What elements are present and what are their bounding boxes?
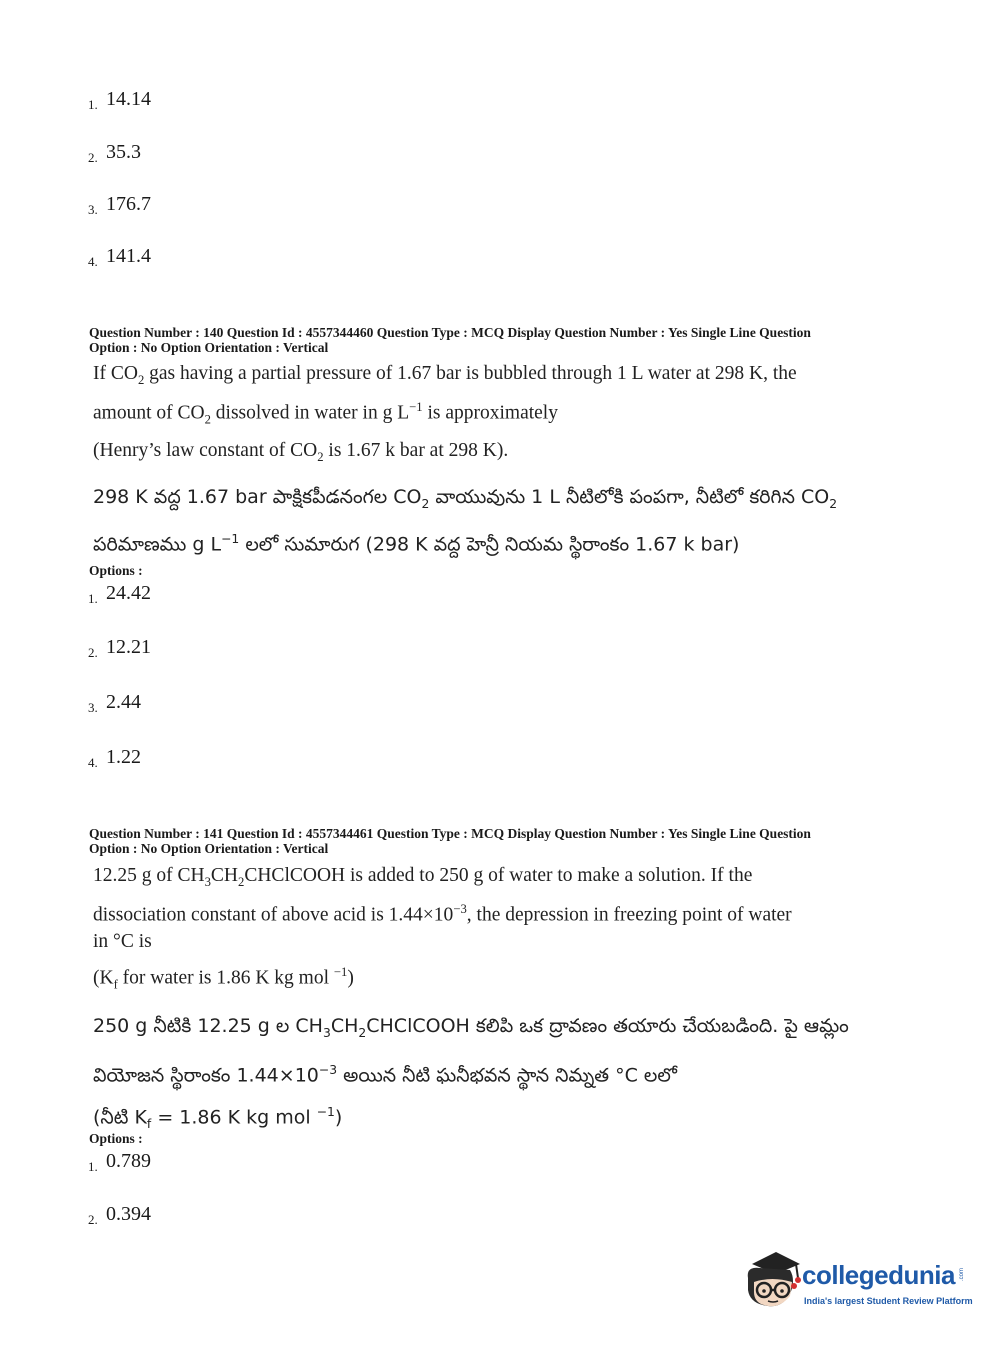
option-value: 0.789 <box>106 1150 151 1172</box>
q140-te-line2: పరిమాణము g $L^{-1}$ లలో సుమారుగ (298 K వద్ద హెన్రీ నియమ స్థిరాంకం 1.67 k bar) <box>93 531 740 556</box>
option-value: 0.394 <box>106 1203 151 1225</box>
q141-metadata <box>89 826 919 856</box>
option-number: 4. <box>88 254 98 269</box>
q141-option-1[interactable] <box>88 1150 151 1173</box>
q141-te-line2: వియోజన స్థిరాంకం $1.44\times 10^{-3}$ అయిన నీటి ఘనీభవన స్థాన నిమ్నత °C లలో <box>93 1062 677 1087</box>
q141-en-line1: 12.25 g of $CH_3CH_2CHClCOOH$ is added to 250 g of water to make a solution. If the <box>93 865 753 889</box>
option-number: 1. <box>88 97 98 112</box>
q141-english-text <box>93 862 893 999</box>
option-value: 35.3 <box>106 141 141 163</box>
q140-meta-line2: Option : No Option Orientation : Vertical <box>89 340 329 355</box>
q140-en-line2: amount of $CO_2$ dissolved in water in g $L^{-1}$ is approximately <box>93 399 558 427</box>
q141-en-line3: in °C is <box>93 931 152 953</box>
option-number: 1. <box>88 591 98 606</box>
q141-telugu-text <box>93 1008 893 1143</box>
q140-en-line3: (Henry’s law constant of $CO_2$ is 1.67 k bar at 298 K). <box>93 440 509 465</box>
logo-tagline: India's largest Student Review Platform <box>804 1296 973 1306</box>
option-number: 2. <box>88 645 98 660</box>
option-number: 4. <box>88 755 98 770</box>
prev-option-4 <box>88 245 151 268</box>
q140-option-1[interactable] <box>88 582 151 605</box>
option-number: 2. <box>88 1212 98 1227</box>
q140-options-label: Options : <box>89 563 143 578</box>
option-number: 3. <box>88 700 98 715</box>
q140-option-4[interactable] <box>88 746 141 769</box>
q141-en-line2: dissociation constant of above acid is $1.44\times 10^{-3}$, the depression in freezing point of water <box>93 901 792 926</box>
q140-option-2[interactable] <box>88 636 151 659</box>
q141-option-2[interactable] <box>88 1203 151 1226</box>
collegedunia-logo[interactable] <box>742 1250 972 1312</box>
option-number: 2. <box>88 150 98 165</box>
option-value: 24.42 <box>106 582 151 604</box>
option-value: 14.14 <box>106 88 151 110</box>
q141-en-line4: ($K_f$ for water is 1.86 K kg mol $^{-1}$) <box>93 965 354 992</box>
q140-metadata <box>89 325 919 355</box>
prev-option-1 <box>88 88 151 111</box>
logo-wordmark: collegedunia <box>802 1260 955 1290</box>
q140-option-3[interactable] <box>88 691 141 714</box>
q141-options-label: Options : <box>89 1131 143 1146</box>
q141-te-line3: (నీటి $K_f = 1.86$ K kg mol $^{-1}$) <box>93 1105 343 1132</box>
prev-option-3 <box>88 193 151 216</box>
q140-meta-line1: Question Number : 140 Question Id : 4557344460 Question Type : MCQ Display Question Number : Yes Single Line Question <box>89 325 811 340</box>
q141-meta-line2: Option : No Option Orientation : Vertical <box>89 841 329 856</box>
option-value: 2.44 <box>106 691 141 713</box>
option-value: 12.21 <box>106 636 151 658</box>
logo-domain-suffix: .com <box>959 1268 965 1282</box>
q140-telugu-text <box>93 480 893 562</box>
graduate-mascot-icon <box>742 1250 804 1312</box>
q140-english-text <box>93 360 893 471</box>
option-value: 141.4 <box>106 245 151 267</box>
q141-meta-line1: Question Number : 141 Question Id : 4557344461 Question Type : MCQ Display Question Number : Yes Single Line Question <box>89 826 811 841</box>
q140-te-line1: 298 K వద్ద 1.67 bar పాక్షికపీడనంగల $CO_2$ వాయువును 1 L నీటిలోకి పంపగా, నీటిలో కరిగిన $CO_2$ <box>93 486 838 511</box>
q140-en-line1: If $CO_2$ gas having a partial pressure of 1.67 bar is bubbled through 1 L water at 298 K, the <box>93 363 797 387</box>
option-number: 3. <box>88 202 98 217</box>
option-value: 176.7 <box>106 193 151 215</box>
option-value: 1.22 <box>106 746 141 768</box>
option-number: 1. <box>88 1159 98 1174</box>
prev-option-2 <box>88 141 141 164</box>
q141-te-line1: 250 g నీటికి 12.25 g ల $CH_3CH_2CHClCOOH$ కలిపి ఒక ద్రావణం తయారు చేయబడింది. పై ఆమ్లం <box>93 1015 849 1040</box>
